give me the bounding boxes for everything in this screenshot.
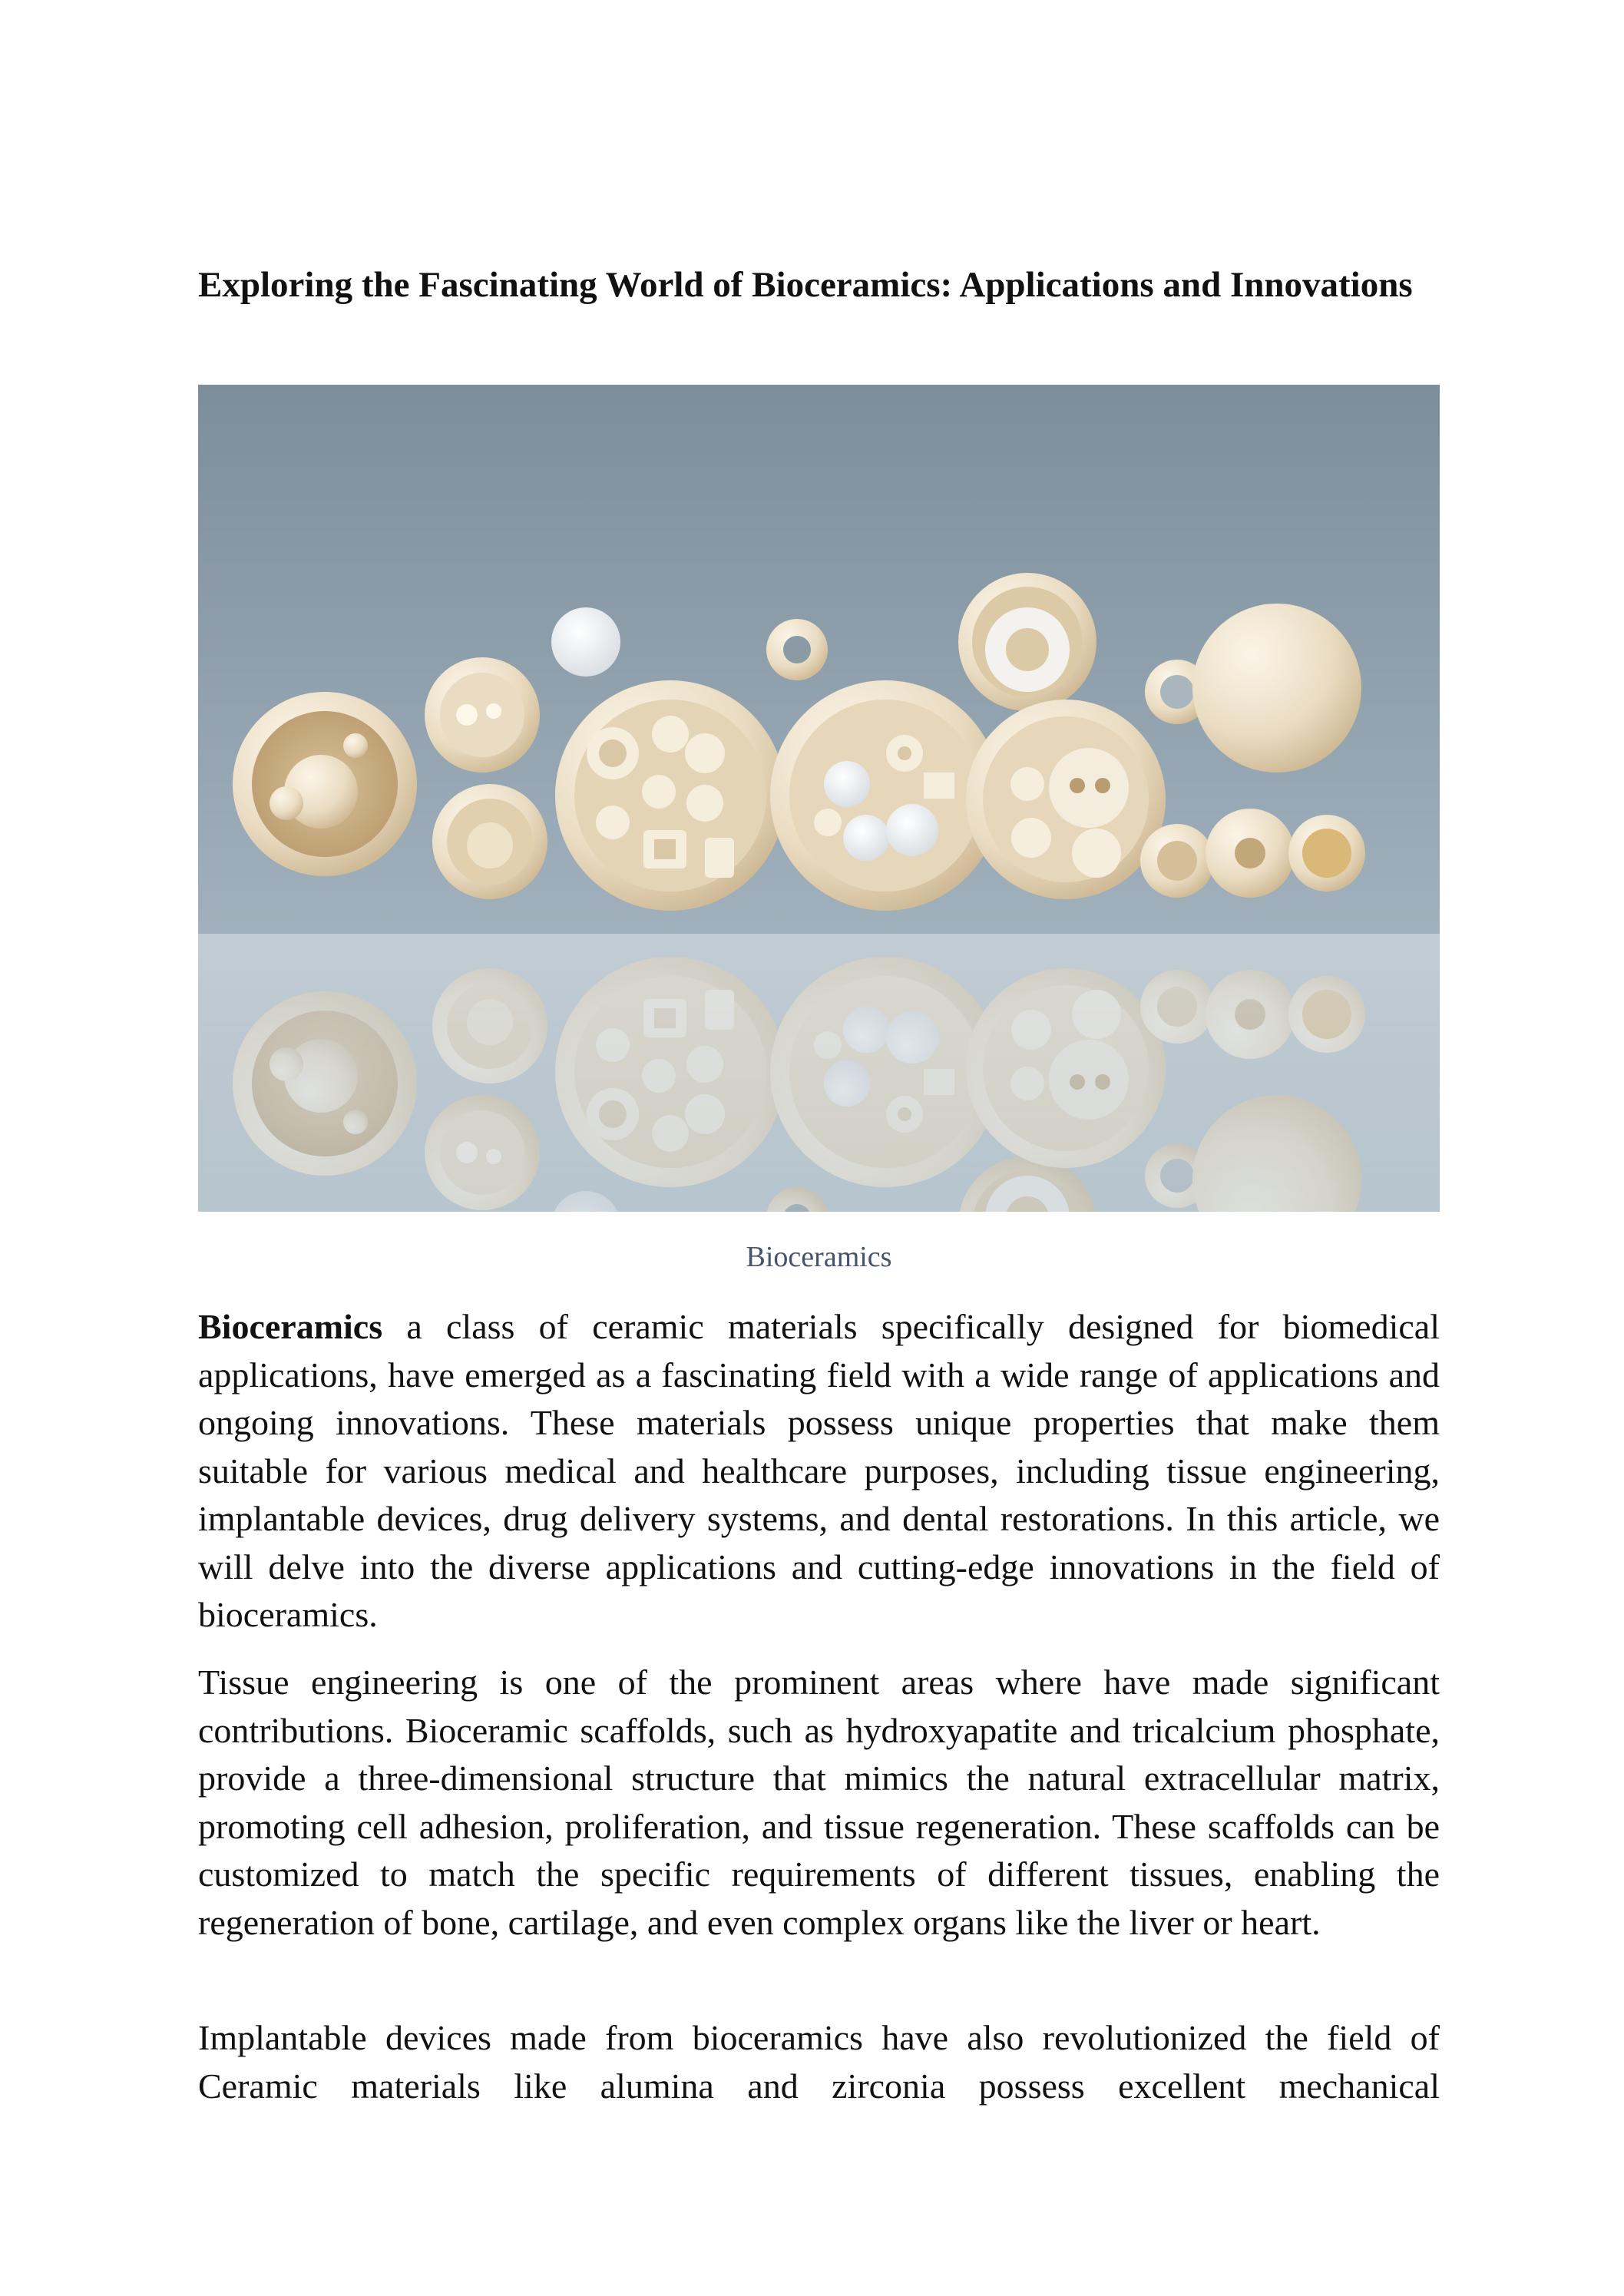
figure-caption: Bioceramics: [746, 1241, 892, 1273]
article-title: Exploring the Fascinating World of Bioceramics: Applications and Innovations: [198, 265, 1413, 305]
paragraph-intro-text: a class of ceramic materials specifically designed for biomedical applications, have emerged as a fascinating field with a wide range of applications and ongoing innovations. These materials possess unique properties that make them suitable for various medical and healthcare purposes, including tissue engineering, implantable devices, drug delivery systems, and dental restorations. In this article, we will delve into the diverse applications and cutting-edge innovations in the field of bioceramics.: [198, 1307, 1440, 1634]
paragraph-tissue-engineering: Tissue engineering is one of the prominent areas where have made significant contributions. Bioceramic scaffolds, such as hydroxyapatite and tricalcium phosphate, provide a three-dimensional structure that mimics the natural extracellular matrix, promoting cell adhesion, proliferation, and tissue regeneration. These scaffolds can be customized to match the specific requirements of different tissues, enabling the regeneration of bone, cartilage, and even complex organs like the liver or heart.: [198, 1662, 1440, 1942]
paragraph-implantable-devices: Implantable devices made from bioceramics have also revolutionized the field of Ceramic materials like alumina and zirconia possess excellent mechanical: [198, 2018, 1440, 2106]
paragraph-intro-lead: Bioceramics: [198, 1307, 383, 1346]
paragraph-intro: [198, 1303, 1440, 1639]
bioceramics-photo: [198, 385, 1440, 1212]
